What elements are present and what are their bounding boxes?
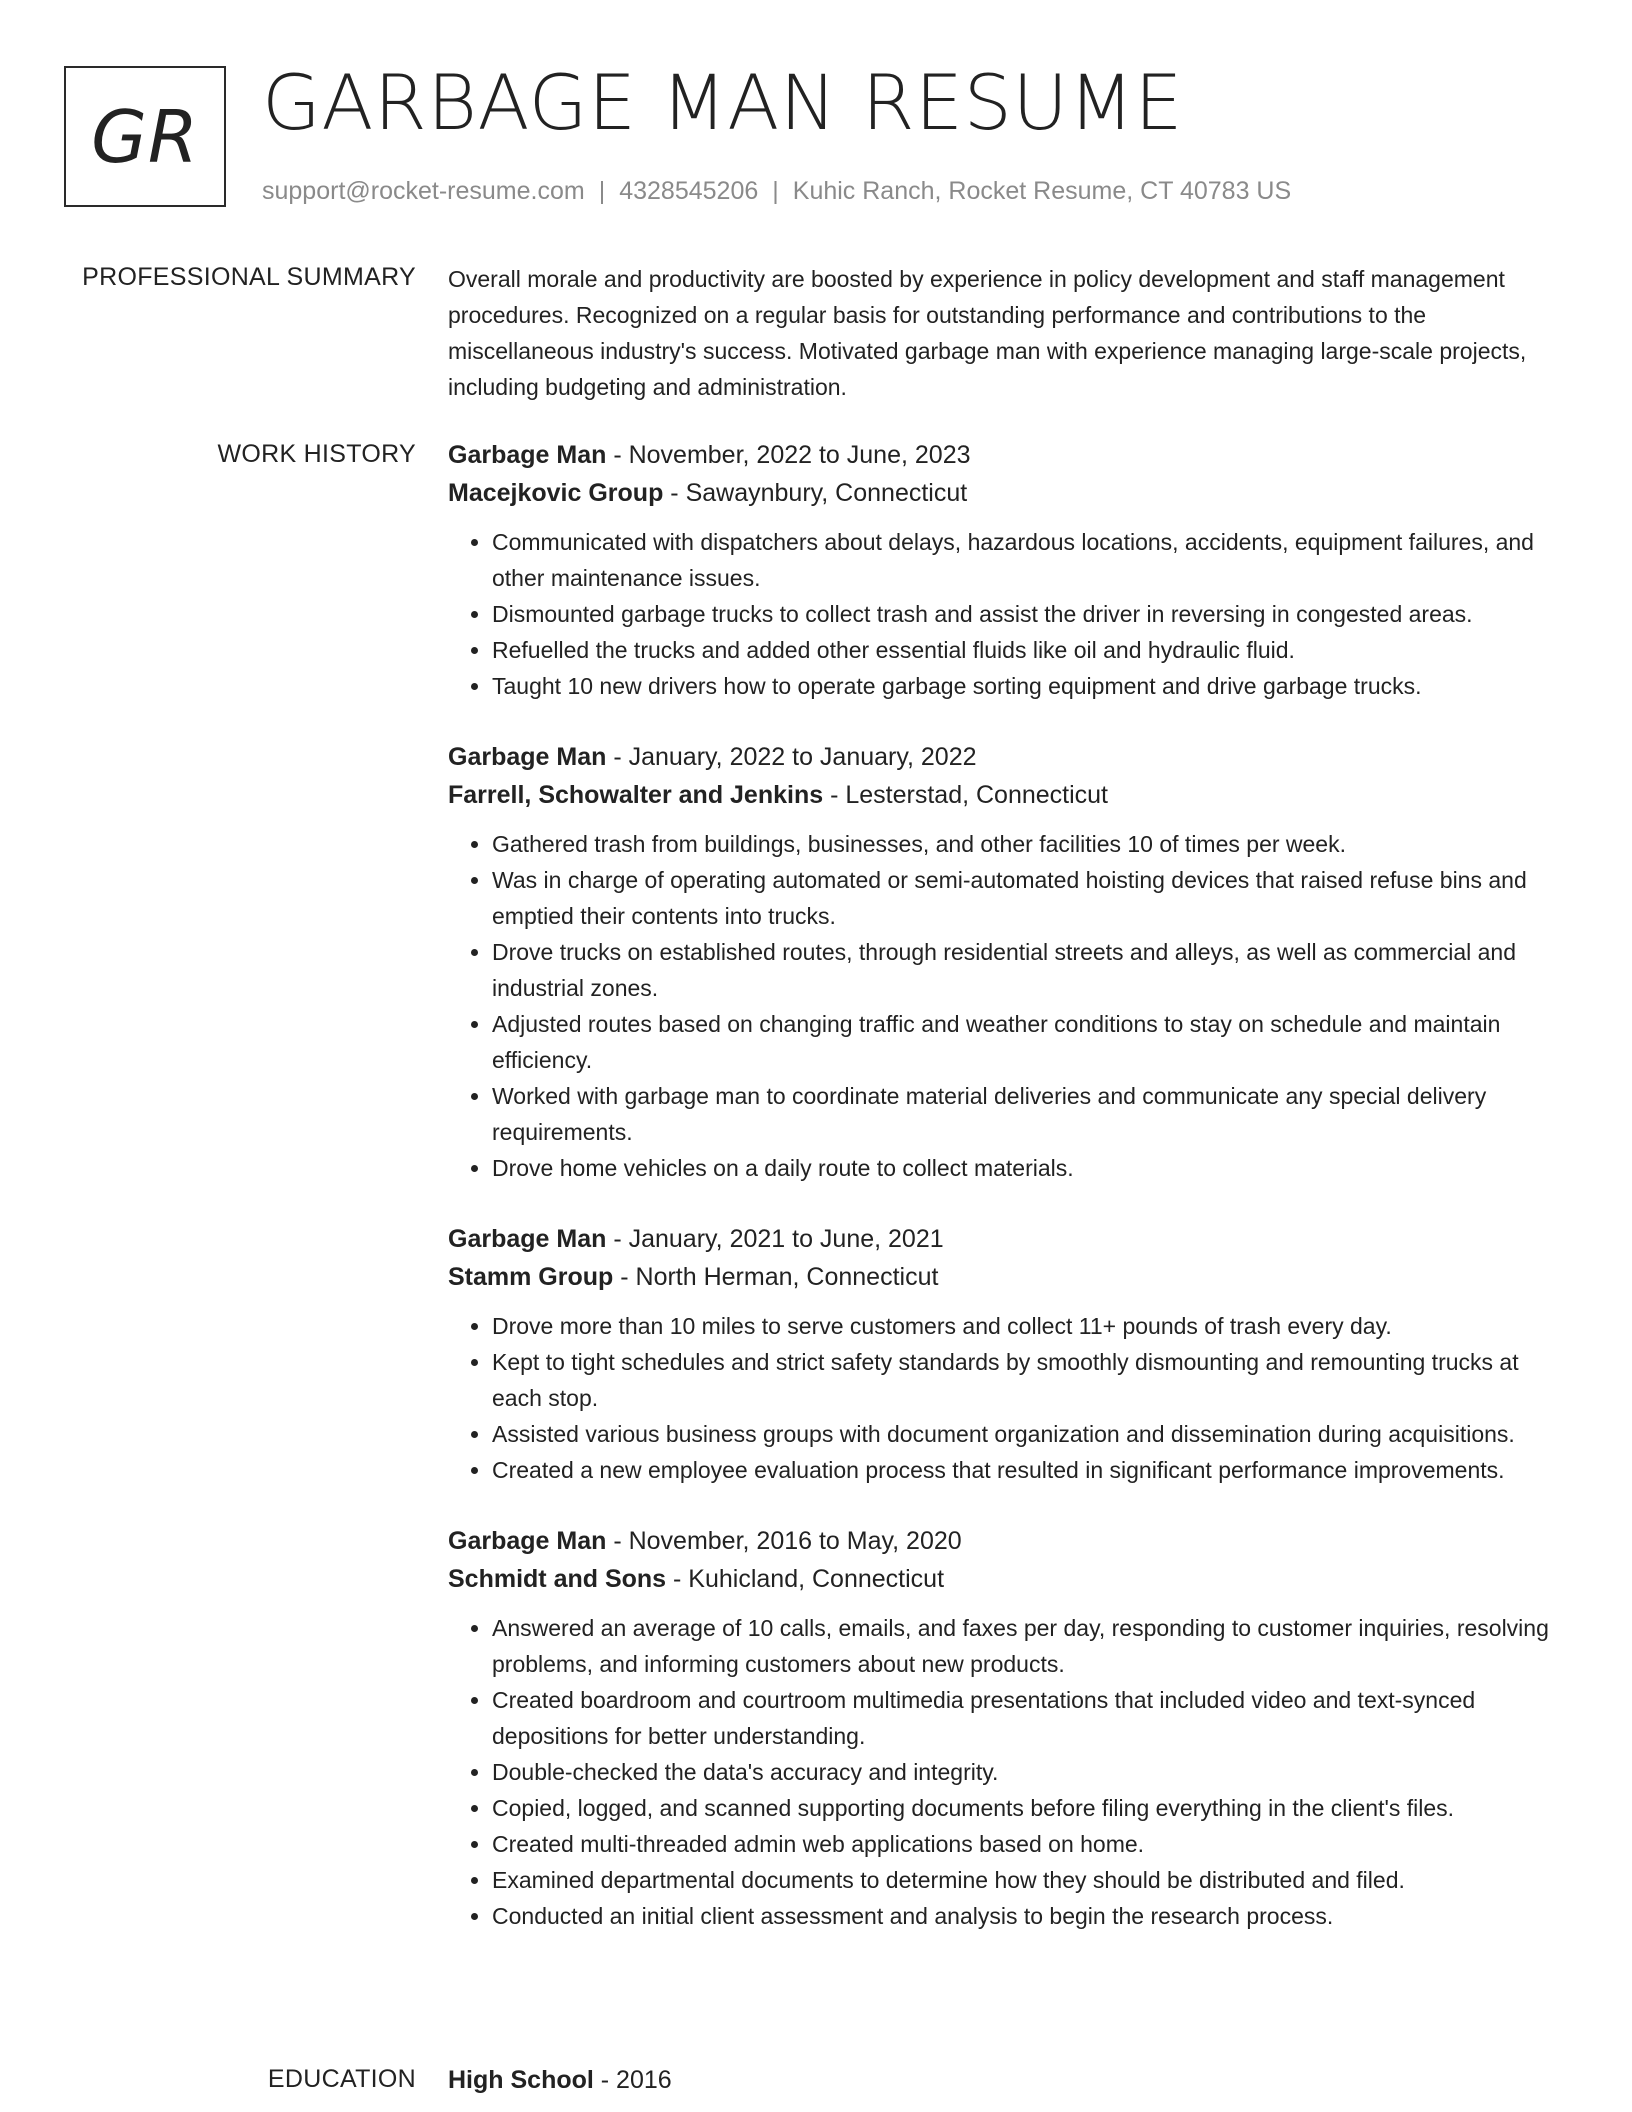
job-bullet: • Answered an average of 10 calls, emails, and faxes per day, responding to customer inquiries, resolving problems, and informing customers about new products. bbox=[492, 1610, 1572, 1682]
job-bullet-list bbox=[448, 1308, 1572, 1488]
job-company: Macejkovic Group bbox=[448, 479, 664, 507]
job-bullet: • Worked with garbage man to coordinate material deliveries and communicate any special delivery requirements. bbox=[492, 1078, 1572, 1150]
job-bullet: • Drove trucks on established routes, through residential streets and alleys, as well as commercial and industrial zones. bbox=[492, 934, 1572, 1006]
job-company: Schmidt and Sons bbox=[448, 1565, 667, 1593]
summary-body bbox=[448, 259, 1572, 405]
job-company-line bbox=[448, 776, 1572, 814]
job-title-line bbox=[448, 436, 1572, 474]
job-company-line bbox=[448, 1258, 1572, 1296]
job-location: - Sawaynbury, Connecticut bbox=[663, 479, 968, 507]
job-title-line bbox=[448, 1220, 1572, 1258]
education-year: - 2016 bbox=[593, 2066, 672, 2094]
job-bullet: • Taught 10 new drivers how to operate garbage sorting equipment and drive garbage trucks. bbox=[492, 668, 1572, 704]
job-dates: - November, 2022 to June, 2023 bbox=[606, 441, 971, 469]
job-title: Garbage Man bbox=[448, 1527, 607, 1555]
job-bullet: • Adjusted routes based on changing traffic and weather conditions to stay on schedule and maintain efficiency. bbox=[492, 1006, 1572, 1078]
job-bullet-list bbox=[448, 1610, 1572, 1934]
education-degree: High School bbox=[448, 2066, 594, 2094]
job-entry bbox=[448, 738, 1572, 1186]
job-title: Garbage Man bbox=[448, 441, 607, 469]
job-dates: - January, 2021 to June, 2021 bbox=[606, 1225, 944, 1253]
job-bullet: • Created multi-threaded admin web applications based on home. bbox=[492, 1826, 1572, 1862]
job-bullet: • Created a new employee evaluation process that resulted in significant performance improvements. bbox=[492, 1452, 1572, 1488]
job-bullet: • Conducted an initial client assessment and analysis to begin the research process. bbox=[492, 1898, 1572, 1934]
job-bullet: • Drove home vehicles on a daily route to collect materials. bbox=[492, 1150, 1572, 1186]
contact-address: Kuhic Ranch, Rocket Resume, CT 40783 US bbox=[792, 177, 1292, 205]
job-entry bbox=[448, 1522, 1572, 1934]
job-company: Stamm Group bbox=[448, 1263, 614, 1291]
resume-title: GARBAGE MAN RESUME bbox=[262, 58, 1184, 147]
job-location: - Kuhicland, Connecticut bbox=[666, 1565, 945, 1593]
contact-email: support@rocket-resume.com bbox=[262, 177, 585, 205]
job-bullet: • Drove more than 10 miles to serve customers and collect 11+ pounds of trash every day. bbox=[492, 1308, 1572, 1344]
job-bullet-list bbox=[448, 524, 1572, 704]
job-title: Garbage Man bbox=[448, 1225, 607, 1253]
job-bullet: • Double-checked the data's accuracy and integrity. bbox=[492, 1754, 1572, 1790]
job-bullet: • Copied, logged, and scanned supporting documents before filing everything in the client's files. bbox=[492, 1790, 1572, 1826]
education-body bbox=[448, 2061, 1572, 2099]
education-entry bbox=[448, 2061, 1572, 2099]
work-history-body bbox=[448, 436, 1572, 1968]
job-company-line bbox=[448, 1560, 1572, 1598]
job-bullet: • Dismounted garbage trucks to collect trash and assist the driver in reversing in congested areas. bbox=[492, 596, 1572, 632]
job-bullet: • Kept to tight schedules and strict safety standards by smoothly dismounting and remounting trucks at each stop. bbox=[492, 1344, 1572, 1416]
job-bullet: • Was in charge of operating automated or semi-automated hoisting devices that raised refuse bins and emptied their contents into trucks. bbox=[492, 862, 1572, 934]
contact-phone: 4328545206 bbox=[619, 177, 759, 205]
job-bullet: • Created boardroom and courtroom multimedia presentations that included video and text-synced depositions for better understanding. bbox=[492, 1682, 1572, 1754]
monogram-badge: GR bbox=[64, 66, 226, 207]
job-title-line bbox=[448, 1522, 1572, 1560]
job-dates: - November, 2016 to May, 2020 bbox=[606, 1527, 962, 1555]
job-company: Farrell, Schowalter and Jenkins bbox=[448, 781, 824, 809]
contact-line bbox=[262, 174, 1291, 208]
job-entry bbox=[448, 436, 1572, 704]
contact-separator: | bbox=[598, 177, 606, 205]
work-history-heading: WORK HISTORY bbox=[217, 440, 416, 468]
job-bullet: • Refuelled the trucks and added other essential fluids like oil and hydraulic fluid. bbox=[492, 632, 1572, 668]
job-location: - North Herman, Connecticut bbox=[613, 1263, 939, 1291]
job-bullet: • Examined departmental documents to determine how they should be distributed and filed. bbox=[492, 1862, 1572, 1898]
job-title-line bbox=[448, 738, 1572, 776]
job-bullet-list bbox=[448, 826, 1572, 1186]
summary-heading: PROFESSIONAL SUMMARY bbox=[82, 263, 416, 291]
job-bullet: • Communicated with dispatchers about delays, hazardous locations, accidents, equipment failures, and other maintenance issues. bbox=[492, 524, 1572, 596]
education-heading: EDUCATION bbox=[267, 2065, 416, 2093]
contact-separator: | bbox=[772, 177, 779, 205]
summary-text: Overall morale and productivity are boosted by experience in policy development and staff management procedures. Recognized on a regular basis for outstanding performance and contributions to the miscellaneous industry's success. Motivated garbage man with experience managing large-scale projects, including budgeting and administration. bbox=[448, 266, 1527, 400]
job-bullet: • Gathered trash from buildings, businesses, and other facilities 10 of times per week. bbox=[492, 826, 1572, 862]
job-company-line bbox=[448, 474, 1572, 512]
job-bullet: • Assisted various business groups with document organization and dissemination during acquisitions. bbox=[492, 1416, 1572, 1452]
job-entry bbox=[448, 1220, 1572, 1488]
job-title: Garbage Man bbox=[448, 743, 607, 771]
job-location: - Lesterstad, Connecticut bbox=[823, 781, 1109, 809]
job-dates: - January, 2022 to January, 2022 bbox=[606, 743, 977, 771]
